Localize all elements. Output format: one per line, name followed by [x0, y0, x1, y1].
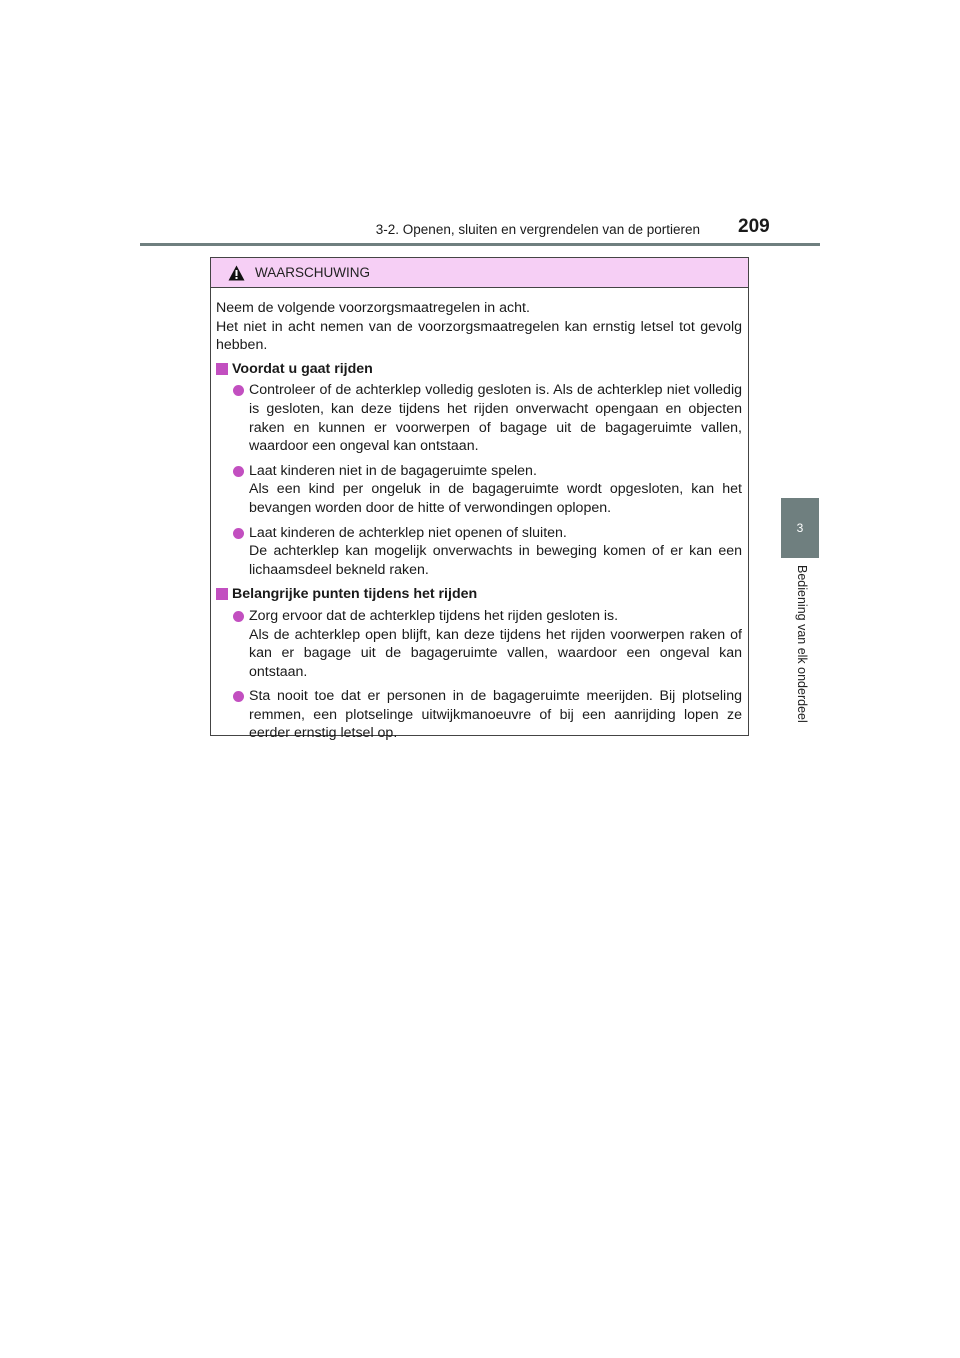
round-bullet-icon	[233, 466, 244, 477]
section-heading-text: Voordat u gaat rijden	[232, 360, 373, 377]
warning-title: WAARSCHUWING	[255, 265, 370, 280]
warning-header	[211, 258, 748, 288]
list-item-text: Laat kinderen de achterklep niet openen of sluiten.	[249, 524, 567, 541]
list-item	[233, 462, 742, 518]
list-item	[233, 687, 742, 743]
warning-intro-line: Neem de volgende voorzorgsmaatregelen in acht.	[216, 300, 530, 316]
square-bullet-icon	[216, 363, 228, 375]
warning-intro-line: Het niet in acht nemen van de voorzorgsmaatregelen kan ernstig letsel tot gevolg hebben.	[216, 318, 742, 354]
round-bullet-icon	[233, 528, 244, 539]
round-bullet-icon	[233, 611, 244, 622]
list-item-text: Controleer of de achterklep volledig gesloten is. Als de achterklep niet volledig is gesloten, kan deze tijdens het rijden onverwacht opengaan en objecten raken en kunnen er voorwerpen of bagage uit de bagageruimte vallen, waardoor een ongeval kan ontstaan.	[249, 382, 742, 455]
warning-body	[211, 288, 748, 743]
page-number: 209	[738, 216, 770, 237]
chapter-tab	[781, 498, 819, 558]
warning-triangle-icon	[228, 265, 245, 281]
round-bullet-icon	[233, 385, 244, 396]
list-item-text: Zorg ervoor dat de achterklep tijdens het rijden gesloten is.	[249, 607, 619, 624]
list-item	[233, 607, 742, 681]
section-heading	[216, 585, 742, 604]
header-section-title: 3-2. Openen, sluiten en vergrendelen van de portieren	[375, 222, 700, 237]
section-heading-text: Belangrijke punten tijdens het rijden	[232, 586, 478, 603]
warning-box	[210, 257, 749, 742]
list-item-text: Laat kinderen niet in de bagageruimte spelen.	[249, 462, 537, 479]
header-rule	[140, 243, 820, 246]
section-heading	[216, 360, 742, 379]
chapter-title: Bediening van elk onderdeel	[795, 565, 809, 723]
list-item	[233, 381, 742, 455]
list-item-text: Sta nooit toe dat er personen in de bagageruimte meerijden. Bij plotseling remmen, een plotselinge uitwijkmanoeuvre of bij een aanrijding lopen ze eerder ernstig letsel op.	[249, 688, 742, 742]
list-item-text: De achterklep kan mogelijk onverwachts in beweging komen of er kan een lichaamsdeel bekneld raken.	[249, 543, 742, 578]
square-bullet-icon	[216, 588, 228, 600]
round-bullet-icon	[233, 691, 244, 702]
chapter-number: 3	[796, 521, 804, 535]
list-item-text: Als de achterklep open blijft, kan deze tijdens het rijden voorwerpen raken of kan er bagage uit de bagageruimte vallen, waardoor een ongeval kan ontstaan.	[249, 626, 742, 680]
list-item-text: Als een kind per ongeluk in de bagageruimte wordt opgesloten, kan het bevangen worden door de hitte of verwondingen oplopen.	[249, 481, 742, 516]
list-item	[233, 524, 742, 580]
